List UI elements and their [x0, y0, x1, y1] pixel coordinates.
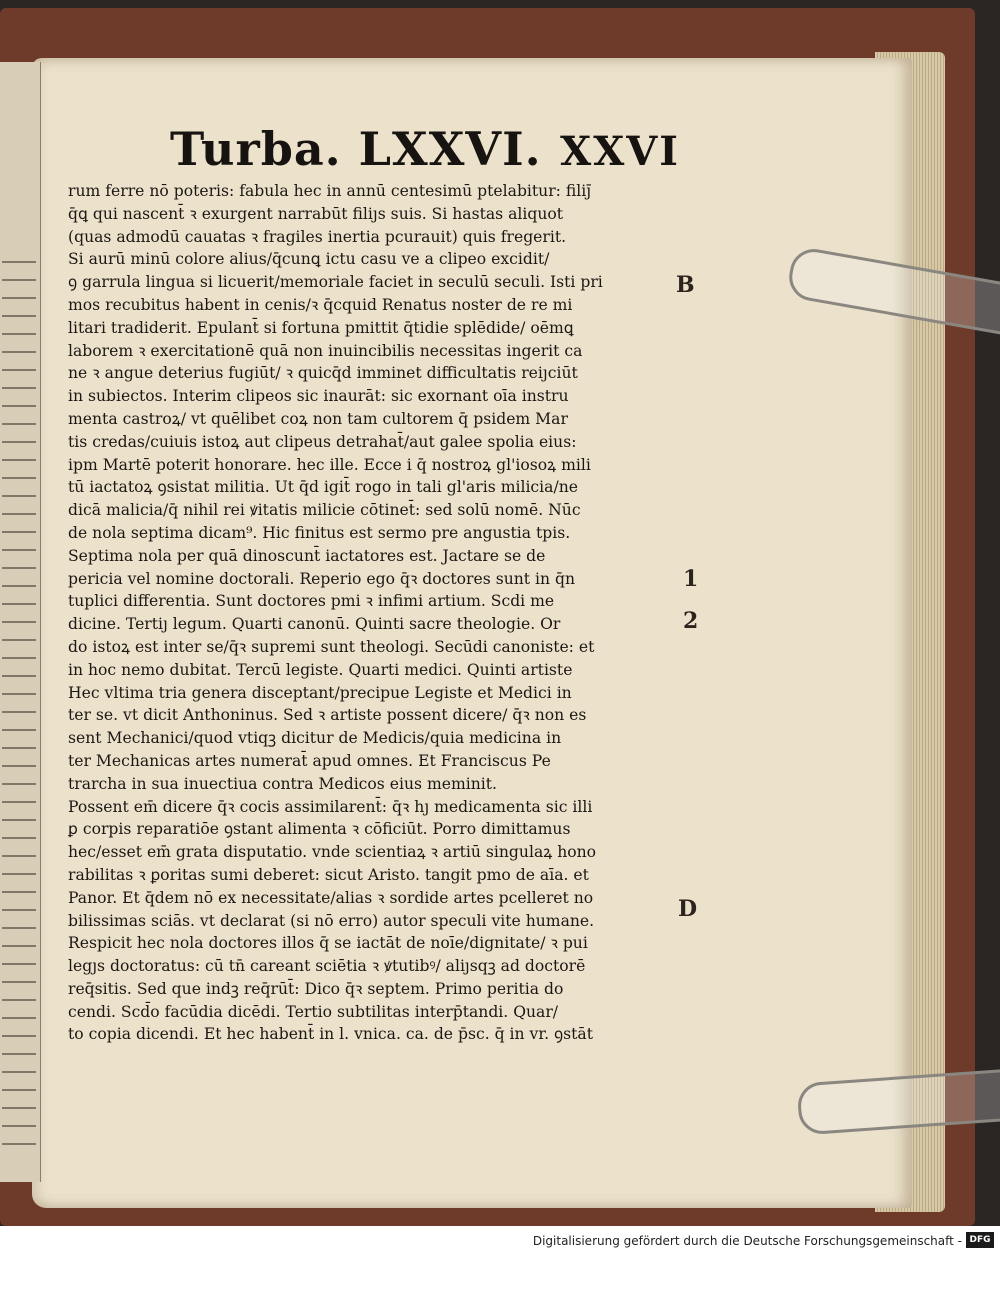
text-line: ipm Martē poterit honorare. hec ille. Ecce i q̄ nostroꝝ gl'iosoꝝ mili	[68, 455, 591, 474]
text-line: Septima nola per quā dinoscunt̄ iactatores est. Jactare se de	[68, 546, 546, 565]
text-line: tis credas/cuiuis istoꝝ aut clipeus detrahat̄/aut galee spolia eius:	[68, 432, 577, 451]
running-title: Turba. LXXVI.	[170, 122, 542, 176]
footer	[0, 1226, 1000, 1300]
text-line: dicine. Tertiȷ legum. Quarti canonū. Quinti sacre theologie. Or	[68, 615, 561, 634]
text-line: legȷs doctoratus: cū tn̄ careant sciētia ꝛ ꝟtutibꝰ/ aliȷsqꝫ ad doctorē	[68, 957, 586, 976]
text-line: cendi. Scd̄o facūdia dicēdi. Tertio subtilitas interp̄tandi. Quar/	[68, 1002, 559, 1021]
text-line: ꝑ corpis reparatiōe ꝯstant alimenta ꝛ cōficiūt. Porro dimittamus	[68, 820, 571, 839]
text-line: menta castroꝝ/ vt quēlibet coꝝ non tam cultorem q̄ psidem Mar	[68, 409, 568, 428]
margin-note: D	[678, 896, 698, 922]
text-line: Si aurū minū colore alius/q̄cunꝗ ictu casu ve a clipeo excidit/	[68, 250, 550, 269]
text-line: to copia dicendi. Et hec habent̄ in l. vnica. ca. de p̄sc. q̄ in vr. ꝯstāt	[68, 1025, 593, 1044]
text-line: ne ꝛ angue deterius fugiūt/ ꝛ quicq̄d imminet difficultatis reiȷciūt	[68, 364, 578, 383]
text-line: Respicit hec nola doctores illos q̄ se iactāt de noīe/dignitate/ ꝛ pui	[68, 934, 588, 953]
text-line: tū iactatoꝝ ꝯsistat militia. Ut q̄d igit̄ rogo in tali gl'aris milicia/ne	[68, 478, 578, 497]
text-line: pericia vel nomine doctorali. Reperio ego q̄ꝛ doctores sunt in q̄n	[68, 569, 576, 588]
text-line: bilissimas sciās. vt declarat (si nō erro) autor speculi vite humane.	[68, 911, 595, 930]
margin-note: 1	[683, 566, 699, 592]
text-line: rabilitas ꝛ ꝑoritas sumi deberet: sicut Aristo. tangit pmo de aīa. et	[68, 865, 589, 884]
text-line: de nola septima dicam⁹. Hic finitus est sermo pre angustia tpis.	[68, 523, 571, 542]
previous-page-text	[2, 252, 36, 1152]
text-line: q̄ꝗ qui nascent̄ ꝛ exurgent narrabūt filiȷs suis. Si hastas aliquot	[68, 204, 564, 223]
text-line: do istoꝝ est inter se/q̄ꝛ supremi sunt theologi. Secūdi canoniste: et	[68, 637, 595, 656]
text-line: sent Mechanici/quod vtiqꝫ dicitur de Medicis/quia medicina in	[68, 729, 562, 748]
text-line: laborem ꝛ exercitationē quā non inuincibilis necessitas ingerit ca	[68, 341, 583, 360]
text-line: litari tradiderit. Epulant̄ si fortuna pmittit q̄tidie splēdide/ oēmꝗ	[68, 318, 574, 337]
margin-note: 2	[683, 608, 699, 634]
main-text	[68, 180, 668, 1046]
text-line: Possent em̄ dicere q̄ꝛ cocis assimilarent̄: q̄ꝛ hȷ medicamenta sic illi	[68, 797, 593, 816]
text-line: ter se. vt dicit Anthoninus. Sed ꝛ artiste possent dicere/ q̄ꝛ non es	[68, 706, 587, 725]
dfg-logo: DFG	[966, 1232, 994, 1248]
text-line: (quas admodū cauatas ꝛ fragiles inertia pcurauit) quis fregerit.	[68, 227, 567, 246]
text-line: Hec vltima tria genera disceptant/precipue Legiste et Medici in	[68, 683, 572, 702]
margin-note: B	[676, 272, 695, 298]
text-line: hec/esset em̄ grata disputatio. vnde scientiaꝝ ꝛ artiū singulaꝝ hono	[68, 843, 597, 862]
text-line: trarcha in sua inuectiua contra Medicos eius meminit.	[68, 774, 498, 793]
text-line: ꝯ garrula lingua si licuerit/memoriale faciet in seculū seculi. Isti pri	[68, 273, 603, 292]
text-line: Panor. Et q̄dem nō ex necessitate/alias ꝛ sordide artes pcelleret no	[68, 888, 594, 907]
text-line: in subiectos. Interim clipeos sic inaurāt: sic exornant oīa instru	[68, 387, 569, 406]
text-line: in hoc nemo dubitat. Tercū legiste. Quarti medici. Quinti artiste	[68, 660, 573, 679]
page-header	[170, 122, 680, 182]
text-line: ter Mechanicas artes numerat̄ apud omnes. Et Franciscus Pe	[68, 751, 551, 770]
text-line: tuplici differentia. Sunt doctores pmi ꝛ infimi artium. Scdi me	[68, 592, 555, 611]
text-line: req̄sitis. Sed que indꝫ req̄rūt̄: Dico q̄ꝛ septem. Primo peritia do	[68, 979, 564, 998]
text-line: mos recubitus habent in cenis/ꝛ q̄cquid Renatus noster de re mi	[68, 295, 573, 314]
previous-page-edge	[0, 62, 41, 1182]
funding-notice: Digitalisierung gefördert durch die Deutsche Forschungsgemeinschaft -	[532, 1234, 962, 1248]
text-line: rum ferre nō poteris: fabula hec in annū centesimū ptelabitur: filiȷ̄	[68, 182, 592, 200]
folio-number: XXVI	[560, 128, 680, 175]
text-line: dicā malicia/q̄ nihil rei ꝟitatis milicie cōtinet̄: sed solū nomē. Nūc	[68, 501, 581, 520]
